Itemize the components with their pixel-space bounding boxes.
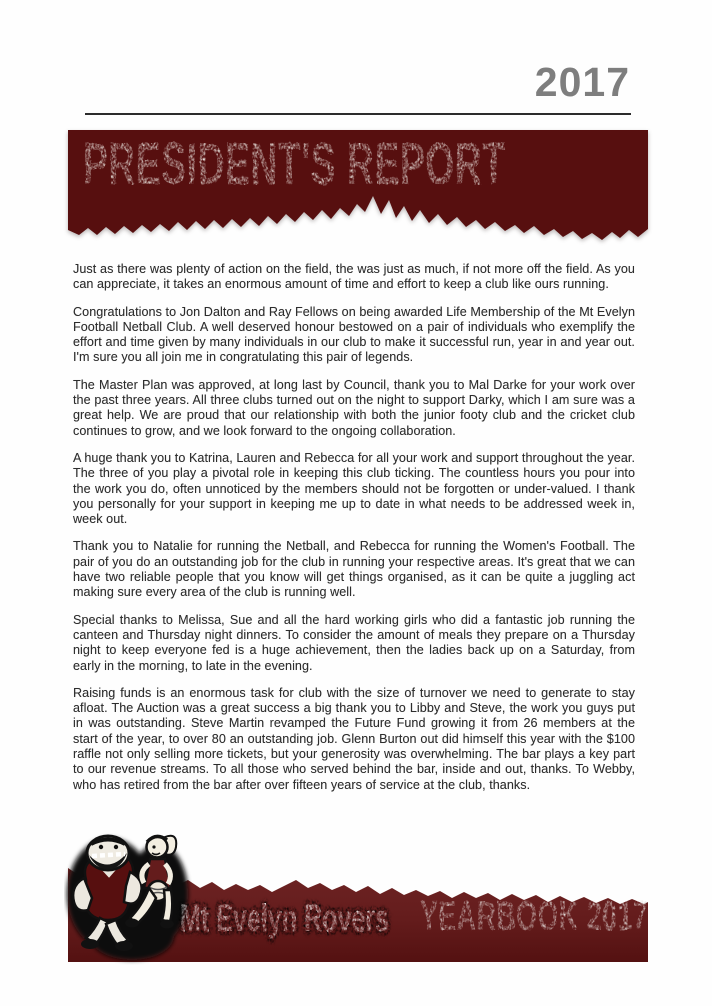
report-body [73, 262, 635, 805]
page-year-label: 2017 [534, 59, 630, 105]
yearbook-label: YEARBOOK 2017 [420, 893, 649, 940]
report-paragraph: Just as there was plenty of action on the field, the was just as much, if not more off the field. As you can appreciate, it takes an enormous amount of time and effort to keep a club like ours running. [73, 262, 635, 292]
header-divider-line [85, 113, 631, 115]
presidents-report-banner [68, 130, 648, 248]
mascot-logo [64, 828, 196, 965]
report-paragraph: A huge thank you to Katrina, Lauren and Rebecca for all your work and support throughout the year. The three of you play a pivotal role in keeping this club ticking. The countless hours you pour into the work you do, often unnoticed by the members should not be forgotten or under-valued. I thank you personally for your support in keeping me up to date in what needs to be addressed week in, week out. [73, 450, 635, 527]
report-paragraph: Raising funds is an enormous task for club with the size of turnover we need to generate to stay afloat. The Auction was a great success a big thank you to Libby and Steve, the work you guys put in was outstanding. Steve Martin revamped the Future Fund growing it from 26 members at the start of the year, to over 80 an outstanding job. Glenn Burton out did himself this year with the $100 raffle not only selling more tickets, but your generosity was overwhelming. The bar plays a key part to our revenue streams. To all those who served behind the bar, inside and out, thanks. To Webby, who has retired from the bar after over fifteen years of service at the club, thanks. [73, 685, 635, 792]
report-paragraph: Special thanks to Melissa, Sue and all the hard working girls who did a fantastic job running the canteen and Thursday night dinners. To consider the amount of meals they prepare on a Thursday night to keep everyone fed is a huge achievement, then the ladies back up on a Saturday, from early in the morning, to late in the evening. [73, 612, 635, 673]
club-name-label: Mt Evelyn Rovers [180, 898, 390, 940]
page-title: PRESIDENT'S REPORT [83, 130, 506, 198]
report-paragraph: The Master Plan was approved, at long last by Council, thank you to Mal Darke for your work over the past three years. All three clubs turned out on the night to support Darky, which I am sure was a great help. We are proud that our relationship with both the junior footy club and the cricket club continues to grow, and we look forward to the ongoing collaboration. [73, 377, 635, 438]
report-paragraph: Thank you to Natalie for running the Netball, and Rebecca for running the Women's Football. The pair of you do an outstanding job for the club in running your respective areas. It's great that we can have two reliable people that you know will get things organised, as it can be quite a juggling act making sure every area of the club is running well. [73, 539, 635, 600]
report-paragraph: Congratulations to Jon Dalton and Ray Fellows on being awarded Life Membership of the Mt Evelyn Football Netball Club. A well deserved honour bestowed on a pair of individuals who exemplify the effort and time given by many individuals in our club to make it successful run, year in and year out. I'm sure you all join me in congratulating this pair of legends. [73, 304, 635, 365]
